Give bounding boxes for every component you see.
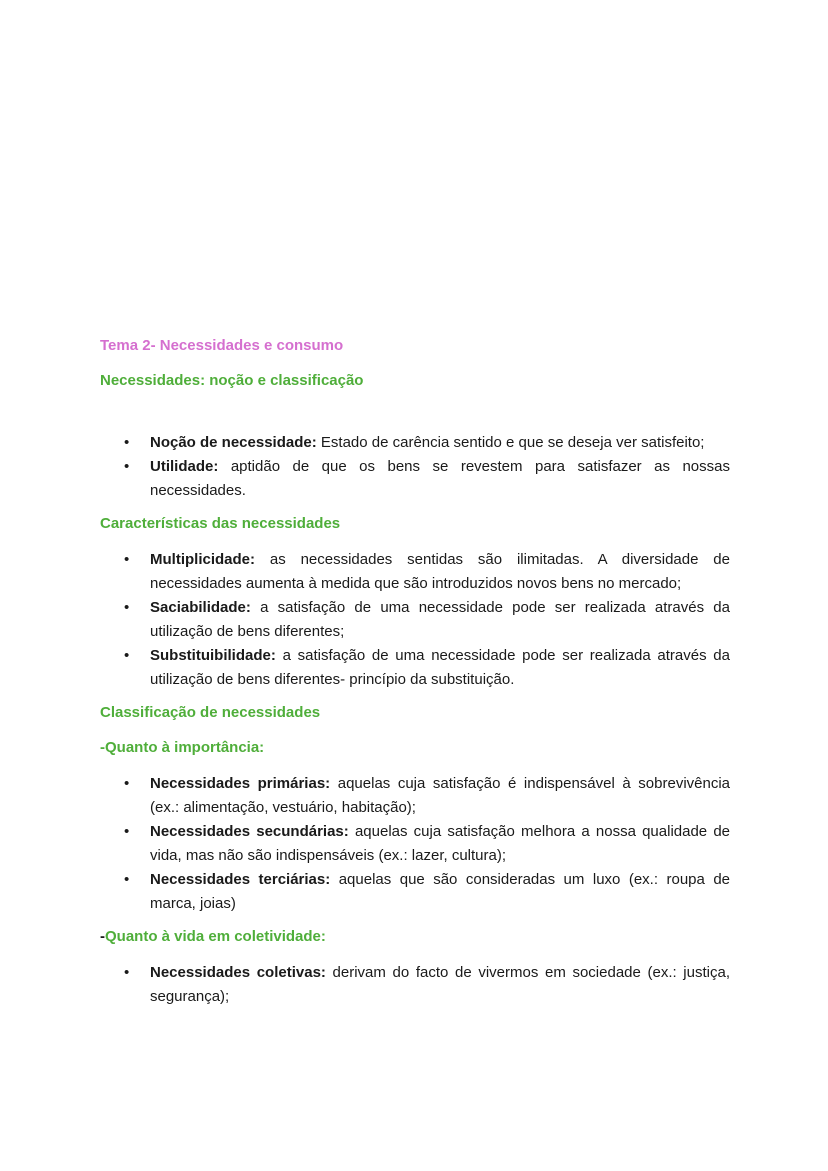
list-caracteristicas [100,548,730,692]
term: Necessidades terciárias: [150,871,331,888]
term: Substituibilidade: [150,647,276,664]
term: Noção de necessidade: [150,434,317,451]
list-item [100,596,730,644]
definition: Estado de carência sentido e que se deseja ver satisfeito; [316,434,705,451]
bullet-icon: • [124,647,130,664]
list-item [100,455,730,503]
definition: a satisfação de uma necessidade pode ser realizada através da utilização de bens diferentes; [150,599,730,640]
term: Utilidade: [150,458,219,475]
definition: derivam do facto de vivermos em sociedade (ex.: justiça, segurança); [150,964,730,1005]
section-heading-classificacao: Classificação de necessidades [100,704,321,721]
list-item [100,431,730,455]
term: Saciabilidade: [150,599,251,616]
list-nocao [100,431,730,503]
subheading-coletividade [100,927,730,947]
subheading-text: Quanto à vida em coletividade: [105,928,326,945]
bullet-icon: • [124,434,130,451]
term: Necessidades coletivas: [150,964,326,981]
definition: a satisfação de uma necessidade pode ser realizada através da utilização de bens diferentes- princípio da substituição. [150,647,730,688]
section-heading-nocao: Necessidades: noção e classificação [100,372,364,389]
definition: aquelas que são consideradas um luxo (ex.: roupa de marca, joias) [150,871,730,912]
list-item [100,820,730,868]
list-item [100,868,730,916]
document-title: Tema 2- Necessidades e consumo [100,337,344,354]
document-content [100,336,730,1009]
term: Necessidades secundárias: [150,823,349,840]
bullet-icon: • [124,458,130,475]
list-item [100,961,730,1009]
section-heading-caracteristicas: Características das necessidades [100,515,341,532]
subheading-importancia: -Quanto à importância: [100,739,265,756]
definition: as necessidades sentidas são ilimitadas. A diversidade de necessidades aumenta à medida que são introduzidos novos bens no mercado; [150,551,730,592]
list-item [100,548,730,596]
subheading-dash: - [100,928,105,945]
bullet-icon: • [124,775,130,792]
term: Multiplicidade: [150,551,255,568]
definition: aptidão de que os bens se revestem para satisfazer as nossas necessidades. [150,458,730,499]
bullet-icon: • [124,551,130,568]
list-importancia [100,772,730,916]
bullet-icon: • [124,871,130,888]
bullet-icon: • [124,964,130,981]
list-item [100,772,730,820]
list-item [100,644,730,692]
definition: aquelas cuja satisfação melhora a nossa qualidade de vida, mas não são indispensáveis (ex.: lazer, cultura); [150,823,730,864]
definition: aquelas cuja satisfação é indispensável à sobrevivência (ex.: alimentação, vestuário, habitação); [150,775,731,816]
list-coletividade [100,961,730,1009]
bullet-icon: • [124,599,130,616]
term: Necessidades primárias: [150,775,331,792]
bullet-icon: • [124,823,130,840]
